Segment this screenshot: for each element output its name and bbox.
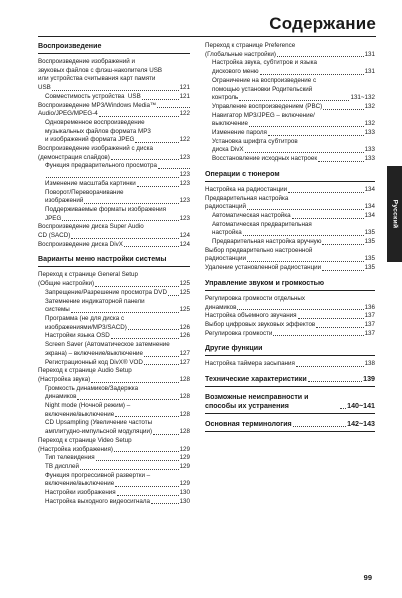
header-divider [38,36,376,37]
entry-title: Удаление установленной радиостанции [205,264,322,272]
section-heading: Операции с тюнером [205,170,375,182]
page-ref: 131 [364,68,375,76]
entry-title: амплитудно-импульсной модуляции) [45,428,153,436]
toc-entry [38,480,190,489]
entry-title: Изменение масштаба картинки [45,179,136,187]
dot-leader [237,309,363,310]
toc-entry [205,155,375,164]
dot-leader [288,192,363,193]
dot-leader [153,434,178,435]
page-ref: 135 [364,229,375,237]
page-ref: 128 [179,428,190,436]
dot-leader [298,318,364,319]
toc-entry [38,162,190,171]
page-ref: 125 [179,306,190,314]
entry-title: дискового меню [212,68,259,76]
page-ref: 132 [364,102,375,110]
toc-entry [38,84,190,93]
dot-leader [277,56,364,57]
toc-text-line: Переход к странице Video Setup [38,436,132,444]
entry-title: диска DivX [212,146,244,154]
toc-text-line: или устройства считывания карт памяти [38,75,156,83]
entry-title: Воспроизведение MP3/Windows Media™ [38,101,157,109]
toc-entry [38,332,190,341]
toc-entry [205,312,375,321]
toc-text-line: Night mode (Ночной режим) – [45,402,131,410]
page-ref: 126 [179,332,190,340]
toc-entry [38,197,190,206]
toc-text-line: музыкальных файлов формата MP3 [45,127,151,135]
page-ref: 135 [364,255,375,263]
dot-leader [157,107,190,108]
dot-leader [137,186,179,187]
dot-leader [71,312,179,313]
page-ref: 134 [364,185,375,193]
page-ref: 124 [179,232,190,240]
toc-text-line: Выбор предварительно настроенной [205,246,313,254]
section-heading [205,420,375,432]
toc-text-line: Воспроизведение диска Super Audio [38,223,144,231]
toc-text-line: Screen Saver (Автоматическое затемнение [45,341,170,349]
page-ref: 136 [364,303,375,311]
section-heading [205,393,375,414]
toc-entry [38,498,190,507]
entry-title: Совместимость устройства USB [45,92,141,100]
dot-leader [318,161,363,162]
entry-title: выключение [212,120,248,128]
page-ref: 130 [179,497,190,505]
toc-entry [38,93,190,102]
toc-entry [38,241,190,250]
entry-title: изображениями/MP3/SACD) [45,323,127,331]
entry-title: Настройка объемного звучания [205,312,297,320]
entry-title: CD (SACD) [38,232,71,240]
dot-leader [71,238,178,239]
entry-title: Изменение пароля [212,129,267,137]
page-ref: 129 [179,462,190,470]
dot-leader [247,261,364,262]
dot-leader [115,416,178,417]
page-ref: 128 [179,410,190,418]
page-ref: 129 [179,454,190,462]
page-ref: 125 [179,280,190,288]
entry-title: Настройки изображения [45,489,116,497]
toc-entry [205,120,375,129]
dot-leader [84,203,178,204]
entry-title: (Общие настройки) [38,280,95,288]
toc-text-line: Переход к странице Audio Setup [38,367,132,375]
toc-entry [38,154,190,163]
entry-title: Запрещение/Разрешение просмотра DVD [45,288,167,296]
toc-entry [205,255,375,264]
toc-entry [38,289,190,298]
entry-title: Настройки языка OSD [45,332,110,340]
toc-text-line: Переход к странице General Setup [38,271,138,279]
entry-title: Audio/JPEG/MPEG-4 [38,110,98,118]
dot-leader [168,295,179,296]
entry-title: Выбор цифровых звуковых эффектов [205,320,316,328]
page-number: 99 [363,573,372,582]
dot-leader [247,209,364,210]
entry-title: и изображений формата JPEG [45,136,135,144]
dot-leader [158,168,190,169]
page-ref: 133 [364,155,375,163]
dot-leader [135,142,178,143]
toc-right-column [205,42,375,436]
toc-entry [205,103,375,112]
toc-entry [205,212,375,221]
dot-leader [316,327,363,328]
toc-entry [38,136,190,145]
dot-leader [144,356,179,357]
dot-leader [144,364,179,365]
toc-text-line: Предварительная настройка [205,194,289,202]
page-ref: 125 [179,288,190,296]
toc-entry [38,463,190,472]
entry-title: Функция предварительного просмотра [45,162,157,170]
section-title: Технические характеристики [205,375,307,384]
toc-entry [205,229,375,238]
toc-text-line: Воспроизведение изображений с диска [38,145,153,153]
page-ref: 142~143 [347,420,375,429]
entry-title: (демонстрация слайдов) [38,153,110,161]
entry-title: системы [45,306,70,314]
entry-title: (Глобальные настройки) [205,50,276,58]
toc-entry [38,376,190,385]
page-ref: 123 [179,197,190,205]
entry-title: контроль [212,94,239,102]
page-ref: 140~141 [347,402,375,411]
dot-leader [77,399,178,400]
entry-title: Предварительная настройка вручную [212,238,322,246]
page-ref: 135 [364,238,375,246]
toc-entry [38,110,190,119]
toc-entry [38,428,190,437]
page-ref: 133 [364,146,375,154]
page-ref: 131 [364,50,375,58]
toc-entry [38,446,190,455]
entry-title: Настройка на радиостанции [205,185,288,193]
page-ref: 132 [364,120,375,128]
dot-leader [296,366,364,367]
dot-leader [80,469,179,470]
toc-text-line: Воспроизведение изображений и [38,58,135,65]
entry-title: (Настройка звука) [38,375,91,383]
entry-title: настройка [212,229,242,237]
dot-leader [111,338,179,339]
toc-entry [38,102,190,111]
entry-title: изображений [45,197,84,205]
page-title: Содержание [269,14,376,33]
page-ref: 126 [179,323,190,331]
dot-leader [293,426,346,427]
toc-text-line: Регулировка громкости отдельных [205,294,306,302]
page-ref: 122 [179,136,190,144]
toc-text-line: Установка шрифта субтитров [212,137,298,145]
dot-leader [52,90,179,91]
entry-title: Управление воспроизведением (PBC) [212,102,323,110]
toc-entry [205,129,375,138]
toc-entry [38,306,190,315]
dot-leader [117,495,179,496]
page-ref: 131~132 [350,94,375,102]
page-ref: 123 [179,179,190,187]
page-ref: 137 [364,320,375,328]
toc-entry [205,238,375,247]
entry-title: Настройка таймера засыпания [205,360,295,368]
page-ref: 122 [179,110,190,118]
dot-leader [151,503,179,504]
page-ref: 139 [363,375,375,384]
toc-entry [38,411,190,420]
toc-entry [38,454,190,463]
entry-title: динамиков [45,393,77,401]
toc-entry [38,489,190,498]
page-ref: 133 [364,129,375,137]
toc-entry [38,280,190,289]
language-side-tab [387,166,402,262]
toc-text-line: Затемнение индикаторной панели [45,297,145,305]
toc-text-line: Громкость динамиков/Задержка [45,384,139,392]
toc-entry [205,146,375,155]
dot-leader [128,329,179,330]
dot-leader [96,460,179,461]
entry-title: включение/выключение [45,480,115,488]
entry-title: Восстановление исходных настроек [212,155,318,163]
dot-leader [62,220,178,221]
dot-leader [114,451,179,452]
dot-leader [115,486,178,487]
dot-leader [245,152,364,153]
toc-entry [205,360,375,369]
page-ref: 128 [179,375,190,383]
entry-title: радиостанций [205,203,246,211]
page-ref: 123 [179,171,190,179]
toc-entry [205,304,375,313]
entry-title: Регистрационный код DivX® VOD [45,358,143,366]
dot-leader [308,381,362,382]
entry-title: Автоматическая настройка [212,211,291,219]
dot-leader [249,126,364,127]
page-ref: 121 [179,84,190,92]
entry-title: Регулировка громкости [205,329,273,337]
dot-leader [91,382,178,383]
toc-text-line: помощью установки Родительский [212,85,313,93]
dot-leader [260,74,364,75]
toc-entry [38,180,190,189]
entry-title: экрана) – включение/выключение [45,349,144,357]
entry-title: JPEG [45,214,62,222]
toc-entry [38,393,190,402]
dot-leader [322,270,363,271]
page-ref: 130 [179,489,190,497]
section-heading [205,375,375,387]
toc-entry [38,232,190,241]
toc-entry [205,186,375,195]
toc-text-line: Программа (не для диска с [45,314,125,322]
toc-entry [205,264,375,273]
dot-leader [243,235,364,236]
language-tab-label: Русский [391,199,398,229]
section-heading: Воспроизведение [38,42,190,54]
page-ref: 138 [364,360,375,368]
section-heading: Варианты меню настройки системы [38,255,190,267]
page-ref: 137 [364,312,375,320]
dot-leader [239,100,349,101]
entry-title: (Настройка изображения) [38,445,113,453]
dot-leader [111,159,179,160]
page-ref: 134 [364,203,375,211]
section-title: Основная терминология [205,420,292,429]
dot-leader [46,177,179,178]
entry-title: Воспроизведение диска DivX [38,240,123,248]
page-ref: 121 [179,92,190,100]
entry-title: Тип телевидения [45,454,95,462]
toc-text-line: Одновременное воспроизведение [45,118,145,126]
page-ref: 129 [179,480,190,488]
toc-text-line: Настройка звука, субтитров и языка [212,59,317,67]
page-ref: 134 [364,211,375,219]
toc-text-line: Переход к странице Preference [205,42,296,49]
dot-leader [273,335,363,336]
dot-leader [340,408,346,409]
page-ref: 123 [179,153,190,161]
toc-text-line: Ограничение на воспроизведение с [212,76,317,84]
toc-entry [205,94,375,103]
entry-title: радиостанции [205,255,246,263]
toc-text-line: Поддерживаемые форматы изображения [45,205,167,213]
page-ref: 127 [179,358,190,366]
section-title: Возможные неисправности и способы их устранения [205,393,311,411]
dot-leader [95,286,179,287]
toc-text-line: звуковых файлов с флэш-накопителя USB [38,66,163,74]
toc-text-line: Функция прогрессивной развертки – [45,471,151,479]
toc-entry [205,203,375,212]
toc-left-column [38,42,190,506]
toc-text-line: Поворот/Переворачивание [45,188,124,196]
page-ref: 124 [179,240,190,248]
entry-title: Настройка выходного видеосигнала [45,497,150,505]
dot-leader [323,109,363,110]
entry-title: динамиков [205,303,237,311]
dot-leader [124,246,179,247]
page-ref: 135 [364,264,375,272]
toc-entry [38,171,190,180]
section-heading: Другие функции [205,344,375,356]
entry-title: USB [38,84,51,92]
toc-entry [205,321,375,330]
page-ref: 128 [179,393,190,401]
toc-entry [205,68,375,77]
toc-entry [38,324,190,333]
toc-entry [205,330,375,339]
page-ref: 137 [364,329,375,337]
toc-entry [38,215,190,224]
toc-text-line: CD Upsampling (Увеличение частоты [45,419,153,427]
toc-entry [38,350,190,359]
toc-text-line: Навигатор MP3/JPEG – включение/ [212,111,315,119]
page-ref: 127 [179,349,190,357]
dot-leader [99,116,179,117]
toc-entry [38,359,190,368]
page-ref: 123 [179,214,190,222]
entry-title: ТВ дисплей [45,462,79,470]
section-heading: Управление звуком и громкостью [205,279,375,291]
toc-entry [205,51,375,60]
dot-leader [268,135,364,136]
dot-leader [142,99,179,100]
dot-leader [292,218,364,219]
toc-text-line: Автоматическая предварительная [212,220,312,228]
page-ref: 129 [179,445,190,453]
entry-title: включение/выключение [45,410,115,418]
dot-leader [322,244,363,245]
